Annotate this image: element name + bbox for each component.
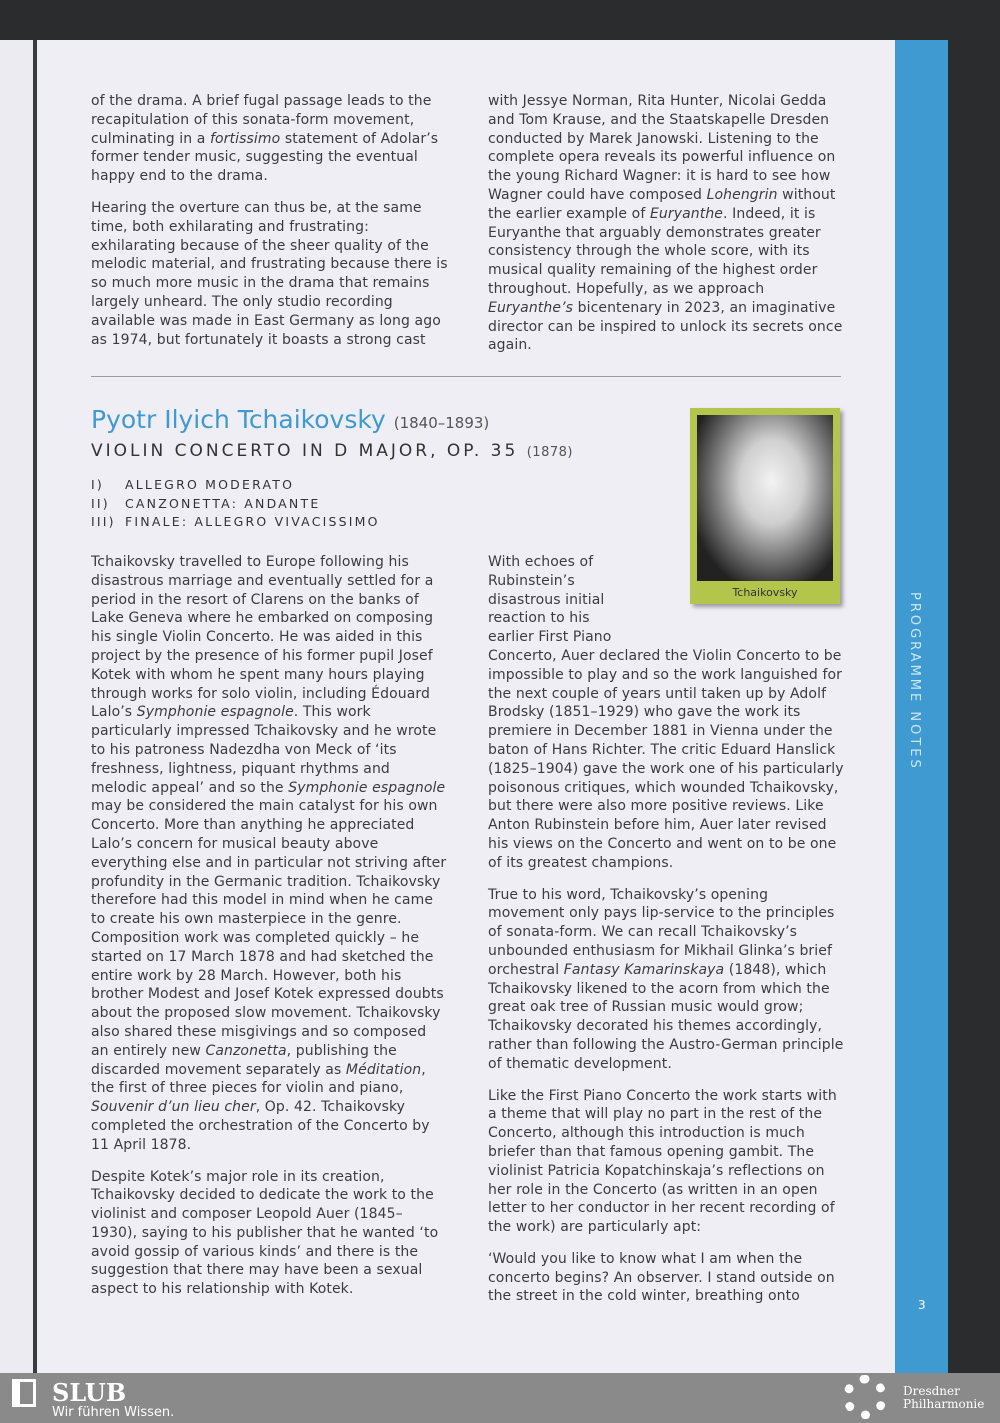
italic-title: Canzonetta — [205, 1042, 287, 1059]
image-wrap-spacer — [634, 553, 844, 629]
paragraph — [488, 553, 844, 873]
text-run: Hearing the overture can thus be, at the same time, both exhilarating and frustrating: exhilarating because of the sheer quality of the melodic material, and frustrating because there is so much more music in the drama that remains largely unheard. The only studio recording available was made in East Germany as long ago as 1974, but fortunately it boasts a strong cast — [91, 199, 448, 348]
italic-title: fortissimo — [209, 130, 281, 147]
paragraph — [488, 92, 846, 355]
sidebar-label: PROGRAMME NOTES — [907, 592, 922, 771]
text-run: With echoes of Rubinstein’s disastrous initial reaction to his earlier First Piano Concerto, Auer declared the Violin Concerto to be impossible to play and so the work languished for the next couple of years until taken up by Adolf Brodsky (1851–1929) who gave the work its premiere in December 1881 in Vienna under the baton of Hans Richter. The critic Eduard Hanslick (1825–1904) gave the work one of his particularly poisonous critiques, which wounded Tchaikovsky, but there were also more positive reviews. Like Anton Rubinstein before him, Auer later revised his views on the Concerto and went on to be one of its greatest champions. — [488, 554, 844, 871]
text-run: , publishing the discarded movement separately as — [91, 1042, 397, 1078]
text-run: , Op. 42. Tchaikovsky completed the orchestration of the Concerto by 11 April 1878. — [91, 1099, 430, 1153]
work-name: VIOLIN CONCERTO IN D MAJOR, OP. 35 — [91, 441, 519, 461]
italic-title: Méditation — [345, 1061, 422, 1078]
top-left-column — [91, 92, 449, 362]
text-run: (1848), which Tchaikovsky likened to the acorn from which the great oak tree of Russian music would grow; Tchaikovsky decorated his themes accordingly, rather than following the Austro-German principle of thematic development. — [488, 961, 844, 1072]
italic-title: Euryanthe’s — [488, 299, 574, 316]
paragraph — [91, 553, 447, 1155]
philharmonie-logo-icon[interactable] — [843, 1375, 887, 1419]
italic-title: Symphonie espagnole — [136, 704, 294, 721]
footer-bar — [0, 1373, 1000, 1423]
movement — [91, 495, 380, 514]
text-run: Tchaikovsky travelled to Europe following his disastrous marriage and eventually settled for a period in the resort of Clarens on the banks of Lake Geneva where he embarked on composing his single Violin Concerto. He was aided in this project by the presence of his former pupil Josef Kotek with whom he spent many hours playing through works for solo violin, including Édouard Lalo’s — [91, 554, 434, 721]
composer-dates: (1840–1893) — [393, 414, 490, 432]
body-left-column — [91, 553, 447, 1312]
slub-tagline: Wir führen Wissen. — [52, 1405, 175, 1420]
italic-title: Souvenir d’un lieu cher — [91, 1099, 256, 1116]
text-run: may be considered the main catalyst for his own Concerto. More than anything he appreciated Lalo’s concern for musical beauty above everything else and in particular not striving after profundity in the Germanic tradition. Tchaikovsky therefore had this model in mind when he came to create his own masterpiece in the genre. Composition work was completed quickly – he started on 17 March 1878 and had sketched the entire work by 28 March. However, both his brother Modest and Josef Kotek expressed doubts about the proposed slow movement. Tchaikovsky also shared these misgivings and so composed an entirely new — [91, 798, 447, 1059]
paragraph — [488, 886, 844, 1074]
body-right-column — [488, 553, 844, 1319]
work-year: (1878) — [526, 445, 573, 460]
movement-number: I) — [91, 477, 104, 492]
composer-heading — [91, 405, 489, 434]
movement-list — [91, 476, 380, 532]
italic-title: Lohengrin — [706, 186, 778, 203]
philharmonie-logo[interactable] — [903, 1385, 984, 1411]
movement-title: ALLEGRO MODERATO — [125, 477, 295, 492]
text-run: , the first of three pieces for violin and piano, — [91, 1061, 426, 1097]
composer-name: Pyotr Ilyich Tchaikovsky — [91, 405, 386, 434]
slub-book-icon — [12, 1379, 36, 1407]
movement-number: II) — [91, 495, 110, 511]
movement — [91, 476, 380, 495]
portrait-caption: Tchaikovsky — [732, 586, 798, 599]
text-run: with Jessye Norman, Rita Hunter, Nicolai Gedda and Tom Krause, and the Staatskapelle Dresden conducted by Marek Janowski. Listening to the complete opera reveals its powerful influence on the young Richard Wagner: it is hard to see how Wagner could have composed — [488, 93, 836, 203]
top-right-column — [488, 92, 846, 368]
movement-number: III) — [91, 514, 116, 529]
text-run: . This work particularly impressed Tchaikovsky and he wrote to his patroness Nadezdha von Meck of ‘its freshness, lightness, piquant rhythms and melodic appeal’ and so the — [91, 704, 437, 796]
paragraph — [91, 199, 449, 349]
paragraph — [488, 1087, 844, 1237]
partner-line: Dresdner — [903, 1384, 960, 1398]
movement-title: CANZONETTA: ANDANTE — [125, 495, 321, 511]
text-run: Despite Kotek’s major role in its creation, Tchaikovsky decided to dedicate the work to the violinist and composer Leopold Auer (1845–1930), saying to his publisher that he wanted ‘to avoid gossip of various kinds’ and there is the suggestion that there may have been a sexual aspect to his relationship with Kotek. — [91, 1168, 439, 1298]
text-run: ‘Would you like to know what I am when the concerto begins? An observer. I stand outside on the street in the cold winter, breathing onto — [488, 1250, 835, 1305]
text-run: of the drama. A brief fugal passage leads to the recapitulation of this sonata-form movement, culminating in a — [91, 93, 432, 147]
section-divider — [91, 376, 841, 377]
left-page-edge — [0, 40, 33, 1373]
movement-title: FINALE: ALLEGRO VIVACISSIMO — [125, 514, 380, 529]
text-run: without the earlier example of — [488, 186, 836, 222]
text-run: Like the First Piano Concerto the work starts with a theme that will play no part in the rest of the Concerto, although this introduction is much briefer than that famous opening gambit. The violinist Patricia Kopatchinskaja’s reflections on her role in the Concerto (as written in an open letter to her conductor in her recent recording of the work) are particularly apt: — [488, 1087, 837, 1236]
paragraph — [488, 1250, 844, 1306]
text-run: . Indeed, it is Euryanthe that arguably demonstrates greater consistency through the whole score, with its musical quality remaining of the highest order throughout. Hopefully, as we approach — [488, 205, 821, 297]
paragraph — [91, 92, 449, 186]
page-number: 3 — [918, 1298, 926, 1312]
partner-line: Philharmonie — [903, 1397, 985, 1411]
text-run: bicentenary in 2023, an imaginative director can be inspired to unlock its secrets once again. — [488, 299, 843, 354]
italic-title: Euryanthe — [649, 205, 724, 222]
text-run: statement of Adolar’s former tender music, suggesting the eventual happy end to the drama. — [91, 130, 439, 185]
text-run: True to his word, Tchaikovsky’s opening movement only pays lip-service to the principles of sonata-form. We can recall Tchaikovsky’s unbounded enthusiasm for Mikhail Glinka’s brief orchestral — [488, 886, 835, 978]
paragraph — [91, 1168, 447, 1300]
italic-title: Fantasy Kamarinskaya — [563, 961, 725, 978]
work-title — [91, 441, 573, 461]
movement — [91, 513, 380, 532]
italic-title: Symphonie espagnole — [288, 779, 446, 796]
slub-logo[interactable]: SLUB — [52, 1378, 127, 1407]
